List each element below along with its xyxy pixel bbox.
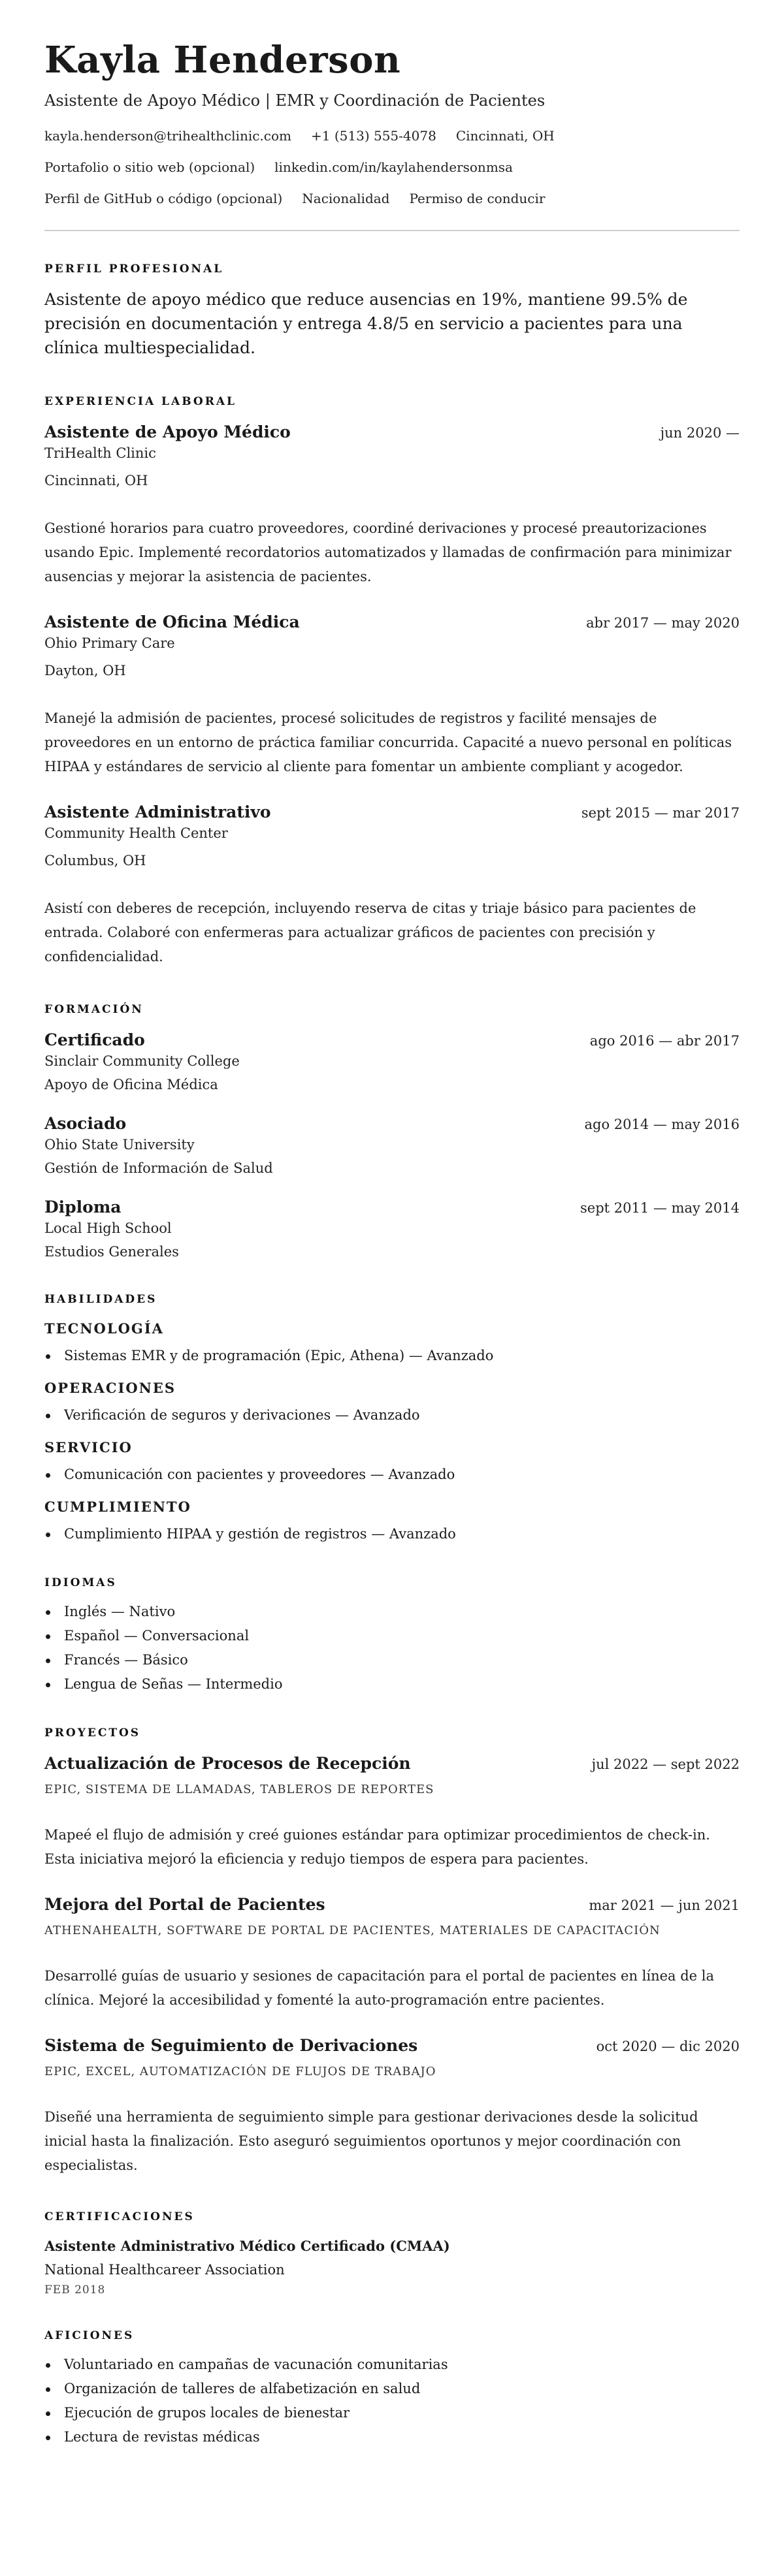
resume-page [44,0,740,2475]
languages-title: IDIOMAS [44,1576,117,1589]
skill-item: Verificación de seguros y derivaciones — Avanzado [44,1403,740,1427]
project-tech: EPIC, SISTEMA DE LLAMADAS, TABLEROS DE REPORTES [44,1783,434,1796]
projects-title: PROYECTOS [44,1726,141,1740]
resume-header [44,34,740,208]
job-title: Asistente Administrativo [44,803,271,821]
skill-list [44,1344,740,1368]
skill-item: Cumplimiento HIPAA y gestión de registros — Avanzado [44,1522,740,1546]
language-item: Francés — Básico [44,1648,740,1672]
phone-text: +1 (513) 555-4078 [311,128,436,144]
contact-row-2 [44,158,740,176]
education-title: FORMACIÓN [44,1003,144,1016]
hobby-item: Ejecución de grupos locales de bienestar [44,2401,740,2425]
job-description: Gestioné horarios para cuatro proveedores, coordiné derivaciones y procesé preautorizaciones usando Epic. Implementé recordatorios automatizados y llamadas de confirmación para minimizar ausencias y mejorar la asistencia de pacientes. [44,520,732,584]
project-tech: EPIC, EXCEL, AUTOMATIZACIÓN DE FLUJOS DE TRABAJO [44,2065,436,2078]
degree-field: Gestión de Información de Salud [44,1160,273,1176]
project-date: mar 2021 — jun 2021 [589,1898,740,1913]
certification-entry [44,2236,740,2298]
certification-date: FEB 2018 [44,2283,106,2297]
skills-title: HABILIDADES [44,1293,157,1306]
project-entry-head [44,1753,740,1775]
nationality-text: Nacionalidad [302,191,390,206]
project-tech: ATHENAHEALTH, SOFTWARE DE PORTAL DE PACIENTES, MATERIALES DE CAPACITACIÓN [44,1924,661,1937]
job-description: Asistí con deberes de recepción, incluyendo reserva de citas y triaje básico para pacientes de entrada. Colaboré con enfermeras para actualizar gráficos de pacientes con precisión y confidencialidad. [44,900,696,964]
skill-group [44,1319,740,1368]
skills-section [44,1292,740,1546]
job-description: Manejé la admisión de pacientes, procesé solicitudes de registros y facilité mensajes de proveedores en un entorno de práctica familiar concurrida. Capacité a nuevo personal en políticas HIPAA y estándares de servicio al cliente para fomentar un ambiente compliant y acogedor. [44,710,732,774]
experience-entry-head [44,421,740,443]
skill-item: Comunicación con pacientes y proveedores — Avanzado [44,1463,740,1487]
email-link[interactable]: kayla.henderson@trihealthclinic.com [44,128,291,144]
skill-list [44,1522,740,1546]
skill-category: OPERACIONES [44,1380,176,1396]
school-name: Local High School [44,1220,172,1236]
degree-field: Apoyo de Oficina Médica [44,1077,218,1092]
skill-category: SERVICIO [44,1439,133,1455]
education-entry [44,1196,740,1262]
job-title: Asistente de Oficina Médica [44,612,300,631]
education-section [44,1002,740,1262]
job-location: Columbus, OH [44,853,146,868]
degree-date: sept 2011 — may 2014 [580,1200,740,1216]
project-name: Actualización de Procesos de Recepción [44,1754,411,1773]
experience-entry-head [44,611,740,633]
candidate-name: Kayla Henderson [44,39,401,82]
project-entry [44,1894,740,2012]
skill-category: TECNOLOGÍA [44,1320,164,1337]
skill-item: Sistemas EMR y de programación (Epic, Athena) — Avanzado [44,1344,740,1368]
language-item: Lengua de Señas — Intermedio [44,1672,740,1696]
hobby-item: Lectura de revistas médicas [44,2425,740,2449]
skill-category: CUMPLIMIENTO [44,1499,191,1515]
project-entry [44,1753,740,1871]
languages-list [44,1600,740,1696]
education-entry-head [44,1029,740,1051]
certification-name: Asistente Administrativo Médico Certificado (CMAA) [44,2238,450,2254]
school-name: Ohio State University [44,1137,195,1153]
project-description: Mapeé el flujo de admisión y creé guiones estándar para optimizar procedimientos de check-in. Esta iniciativa mejoró la eficiencia y redujo tiempos de espera para pacientes. [44,1827,710,1867]
project-entry-head [44,1894,740,1916]
job-company: Ohio Primary Care [44,635,175,651]
hobbies-list [44,2353,740,2449]
education-entry-head [44,1196,740,1218]
experience-entry [44,611,740,779]
education-entry [44,1113,740,1178]
skill-group [44,1438,740,1487]
experience-entry [44,801,740,969]
job-company: Community Health Center [44,825,228,841]
project-date: jul 2022 — sept 2022 [591,1757,740,1772]
skill-group [44,1378,740,1427]
education-entry-head [44,1113,740,1135]
degree-date: ago 2014 — may 2016 [584,1117,740,1132]
project-name: Mejora del Portal de Pacientes [44,1895,325,1914]
profile-summary: Asistente de apoyo médico que reduce ausencias en 19%, mantiene 99.5% de precisión en documentación y entrega 4.8/5 en servicio a pacientes para una clínica multiespecialidad. [44,290,688,357]
certifications-title: CERTIFICACIONES [44,2210,195,2223]
languages-section [44,1575,740,1696]
hobby-item: Organización de talleres de alfabetización en salud [44,2377,740,2401]
experience-entry [44,421,740,589]
degree-field: Estudios Generales [44,1244,179,1260]
school-name: Sinclair Community College [44,1053,240,1069]
contact-row-3 [44,189,740,208]
job-location: Cincinnati, OH [44,473,148,488]
certification-org: National Healthcareer Association [44,2262,285,2278]
hobbies-title: AFICIONES [44,2329,135,2342]
experience-entry-head [44,801,740,823]
header-divider [44,230,740,231]
skill-list [44,1463,740,1487]
experience-section [44,394,740,969]
experience-title: EXPERIENCIA LABORAL [44,395,237,408]
skill-group [44,1497,740,1546]
location-text: Cincinnati, OH [455,128,555,144]
degree-title: Diploma [44,1198,122,1216]
portfolio-link[interactable]: Portafolio o sitio web (opcional) [44,159,255,175]
github-link[interactable]: Perfil de GitHub o código (opcional) [44,191,283,206]
job-location: Dayton, OH [44,663,126,678]
project-name: Sistema de Seguimiento de Derivaciones [44,2036,418,2055]
license-text: Permiso de conducir [409,191,546,206]
language-item: Español — Conversacional [44,1624,740,1648]
profile-section [44,261,740,360]
language-item: Inglés — Nativo [44,1600,740,1624]
hobbies-section [44,2328,740,2449]
job-company: TriHealth Clinic [44,445,156,461]
profile-title: PERFIL PROFESIONAL [44,262,224,276]
project-date: oct 2020 — dic 2020 [596,2039,740,2054]
project-entry-head [44,2035,740,2057]
linkedin-link[interactable]: linkedin.com/in/kaylahendersonmsa [274,159,513,175]
degree-date: ago 2016 — abr 2017 [589,1033,740,1049]
education-entry [44,1029,740,1094]
projects-section [44,1725,740,2178]
degree-title: Asociado [44,1114,127,1133]
project-description: Desarrollé guías de usuario y sesiones de capacitación para el portal de pacientes en línea de la clínica. Mejoré la accesibilidad y fomenté la auto-programación entre pacientes. [44,1968,715,2008]
job-title: Asistente de Apoyo Médico [44,422,291,441]
candidate-headline: Asistente de Apoyo Médico | EMR y Coordinación de Pacientes [44,91,546,110]
job-date: jun 2020 — [660,425,740,441]
certifications-section [44,2209,740,2298]
job-date: abr 2017 — may 2020 [586,615,740,631]
project-description: Diseñé una herramienta de seguimiento simple para gestionar derivaciones desde la solicitud inicial hasta la finalización. Esto aseguró seguimientos oportunos y mejor coordinación con especialistas. [44,2109,698,2173]
degree-title: Certificado [44,1030,145,1049]
job-date: sept 2015 — mar 2017 [581,805,740,821]
contact-row-1 [44,127,740,145]
skill-list [44,1403,740,1427]
hobby-item: Voluntariado en campañas de vacunación comunitarias [44,2353,740,2377]
project-entry [44,2035,740,2178]
